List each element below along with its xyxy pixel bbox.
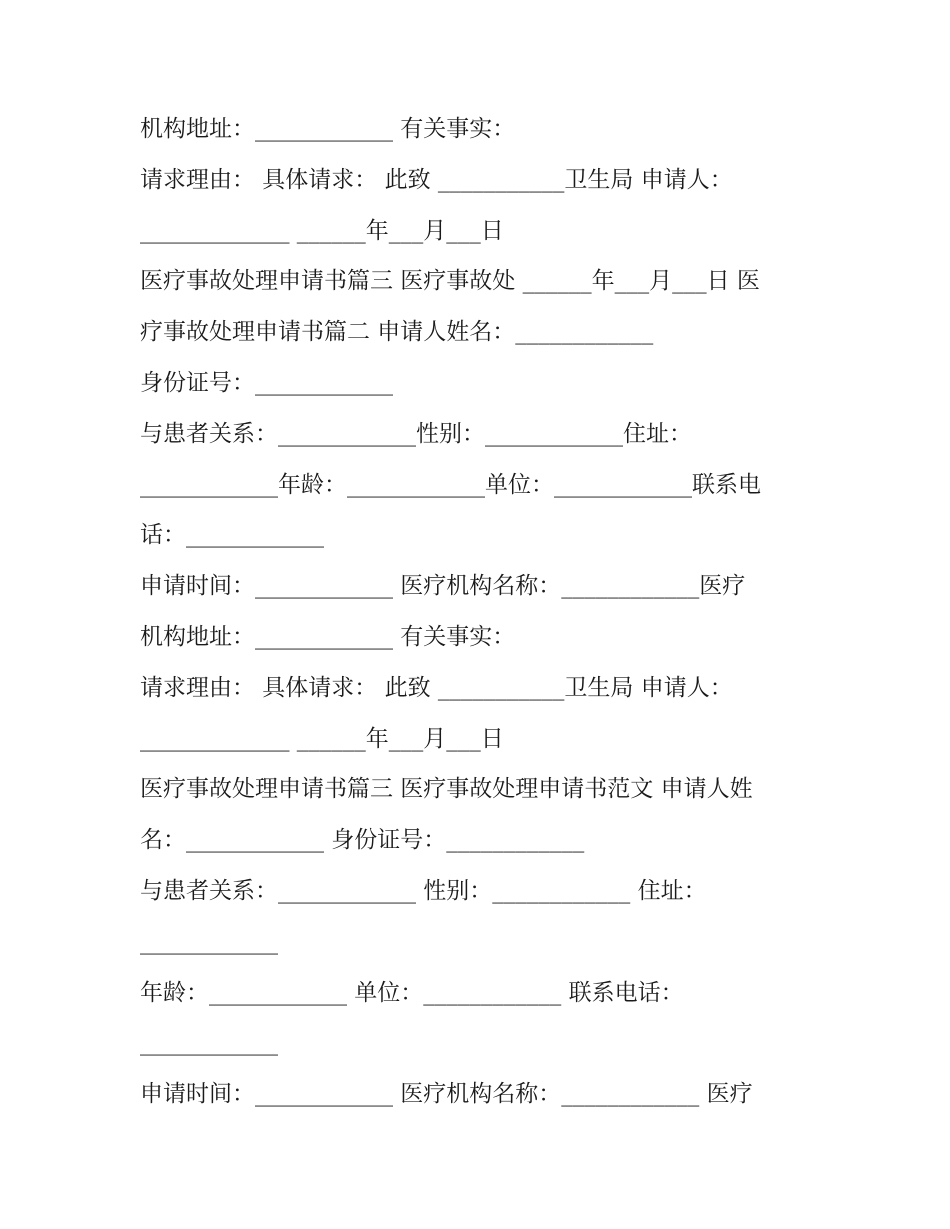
text-line: 请求理由： 具体请求： 此致 ___________卫生局 申请人： [140,166,733,193]
text-line: 机构地址：____________ 有关事实： [140,623,516,650]
text-line: 申请时间：____________ 医疗机构名称：____________医疗 [140,573,746,600]
text-line: 身份证号：____________ [140,369,393,396]
text-line: ____________ [140,928,278,955]
text-line: _____________ ______年___月___日 [140,725,504,752]
text-line: ____________ [140,1030,278,1057]
text-line: 机构地址：____________ 有关事实： [140,116,516,142]
text-line: ____________年龄：____________单位：____________联系电 [140,471,761,498]
text-line: 申请时间：____________ 医疗机构名称：____________ 医疗 [140,1081,753,1108]
text-line: 医疗事故处理申请书篇三 医疗事故处理申请书范文 申请人姓 [140,776,753,803]
text-line: 与患者关系：____________性别：____________住址： [140,420,692,447]
text-line: 与患者关系：____________ 性别：____________ 住址： [140,877,707,904]
text-line: 话：____________ [140,522,324,549]
text-line: 医疗事故处理申请书篇三 医疗事故处 ______年___月___日 医 [140,268,760,295]
text-line: 名：____________ 身份证号：____________ [140,827,585,854]
text-line: 疗事故处理申请书篇二 申请人姓名：____________ [140,319,654,346]
document-body [140,104,820,1120]
text-line: 年龄：____________ 单位：____________ 联系电话： [140,979,684,1006]
text-line: _____________ ______年___月___日 [140,217,504,244]
text-line: 请求理由： 具体请求： 此致 ___________卫生局 申请人： [140,674,733,701]
